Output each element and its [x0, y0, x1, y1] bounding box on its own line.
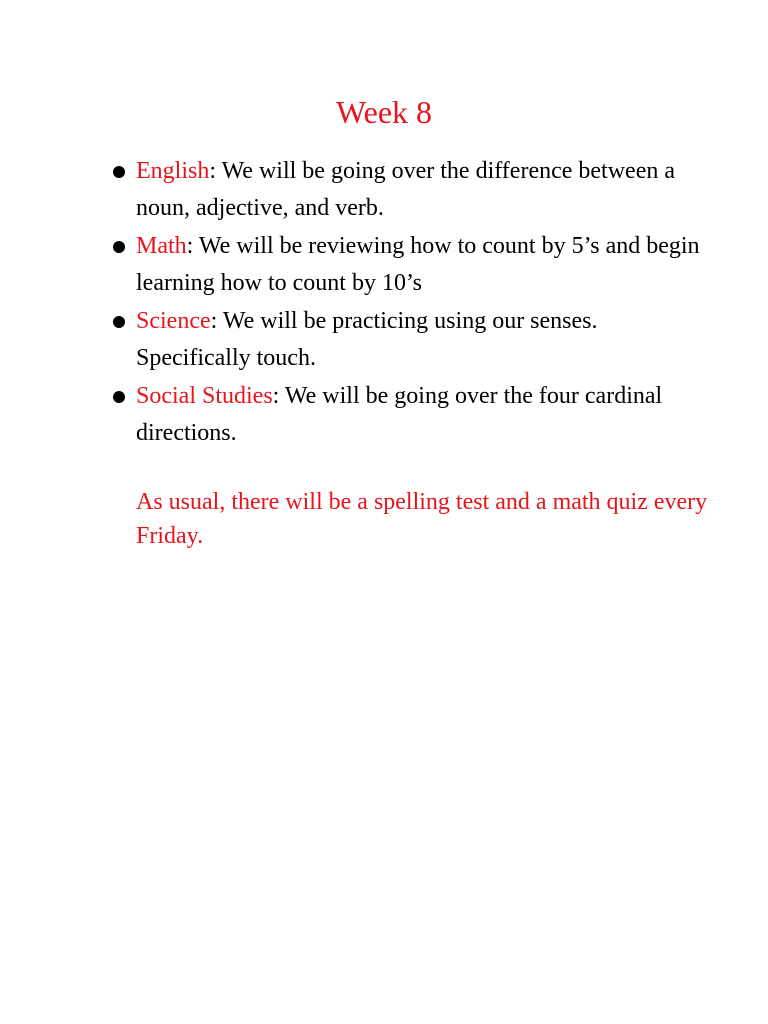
- list-item-english: [110, 153, 710, 227]
- list-item-social-studies: [110, 378, 710, 452]
- bullet-icon: [113, 391, 125, 403]
- subject-label: Social Studies: [136, 383, 273, 409]
- bullet-icon: [113, 316, 125, 328]
- subject-description: : We will be reviewing how to count by 5’s and begin learning how to count by 10’s: [136, 233, 700, 296]
- subject-list: [110, 153, 710, 453]
- bullet-icon: [113, 166, 125, 178]
- subject-label: Science: [136, 308, 211, 334]
- page-title: Week 8: [335, 94, 433, 130]
- subject-description: : We will be going over the difference between a noun, adjective, and verb.: [136, 158, 676, 221]
- subject-description: : We will be practicing using our senses. Specifically touch.: [136, 308, 598, 371]
- friday-note: As usual, there will be a spelling test and a math quiz every Friday.: [136, 489, 708, 549]
- list-item-math: [110, 228, 710, 302]
- list-item-science: [110, 303, 710, 377]
- subject-label: English: [136, 158, 210, 184]
- bullet-icon: [113, 241, 125, 253]
- subject-description: : We will be going over the four cardinal directions.: [136, 383, 663, 446]
- subject-label: Math: [136, 233, 187, 259]
